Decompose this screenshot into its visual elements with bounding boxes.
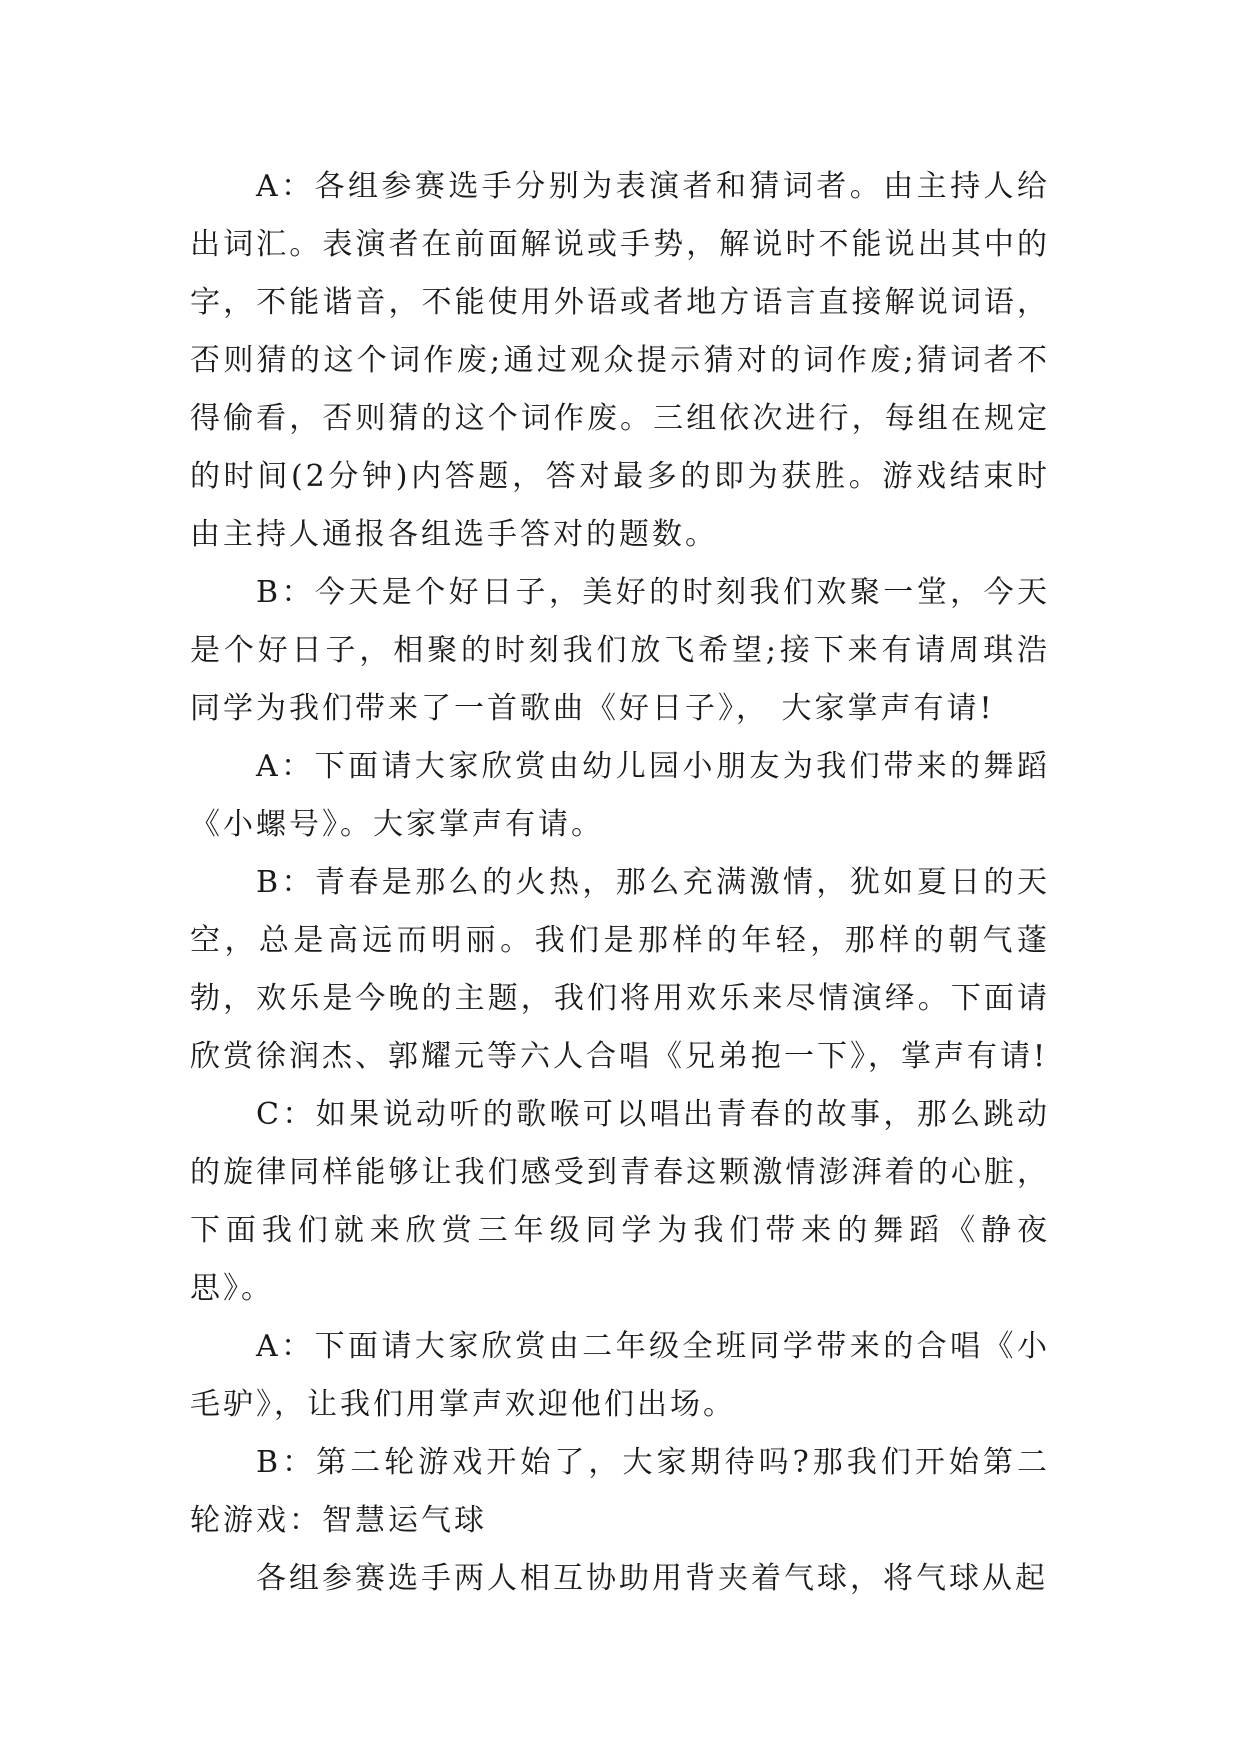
document-body xyxy=(190,158,1050,1608)
paragraph-little-donkey-chorus: A：下面请大家欣赏由二年级全班同学带来的合唱《小毛驴》，让我们用掌声欢迎他们出场。 xyxy=(190,1329,1050,1422)
paragraph-youth-chorus: B：青春是那么的火热，那么充满激情，犹如夏日的天空，总是高远而明丽。我们是那样的年轻，那样的朝气蓬勃，欢乐是今晚的主题，我们将用欢乐来尽情演绎。下面请欣赏徐润杰、郭耀元等六人合唱《兄弟抱一下》，掌声有请! xyxy=(190,865,1050,1074)
paragraph-good-day-intro: B：今天是个好日子，美好的时刻我们欢聚一堂，今天是个好日子，相聚的时刻我们放飞希望;接下来有请周琪浩同学为我们带来了一首歌曲《好日子》， 大家掌声有请! xyxy=(190,575,1050,726)
paragraph-second-game: B：第二轮游戏开始了，大家期待吗?那我们开始第二轮游戏：智慧运气球 xyxy=(190,1445,1050,1538)
paragraph-little-trumpet-dance: A：下面请大家欣赏由幼儿园小朋友为我们带来的舞蹈《小螺号》。大家掌声有请。 xyxy=(190,749,1050,842)
paragraph-game-rules: A：各组参赛选手分别为表演者和猜词者。由主持人给出词汇。表演者在前面解说或手势，解说时不能说出其中的字，不能谐音，不能使用外语或者地方语言直接解说词语，否则猜的这个词作废;通过观众提示猜对的词作废;猜词者不得偷看，否则猜的这个词作废。三组依次进行，每组在规定的时间(2分钟)内答题，答对最多的即为获胜。游戏结束时由主持人通报各组选手答对的题数。 xyxy=(190,169,1050,552)
paragraph-quiet-night-dance: C：如果说动听的歌喉可以唱出青春的故事，那么跳动的旋律同样能够让我们感受到青春这颗激情澎湃着的心脏，下面我们就来欣赏三年级同学为我们带来的舞蹈《静夜思》。 xyxy=(190,1097,1050,1306)
paragraph-balloon-rules: 各组参赛选手两人相互协助用背夹着气球，将气球从起 xyxy=(256,1561,1048,1596)
